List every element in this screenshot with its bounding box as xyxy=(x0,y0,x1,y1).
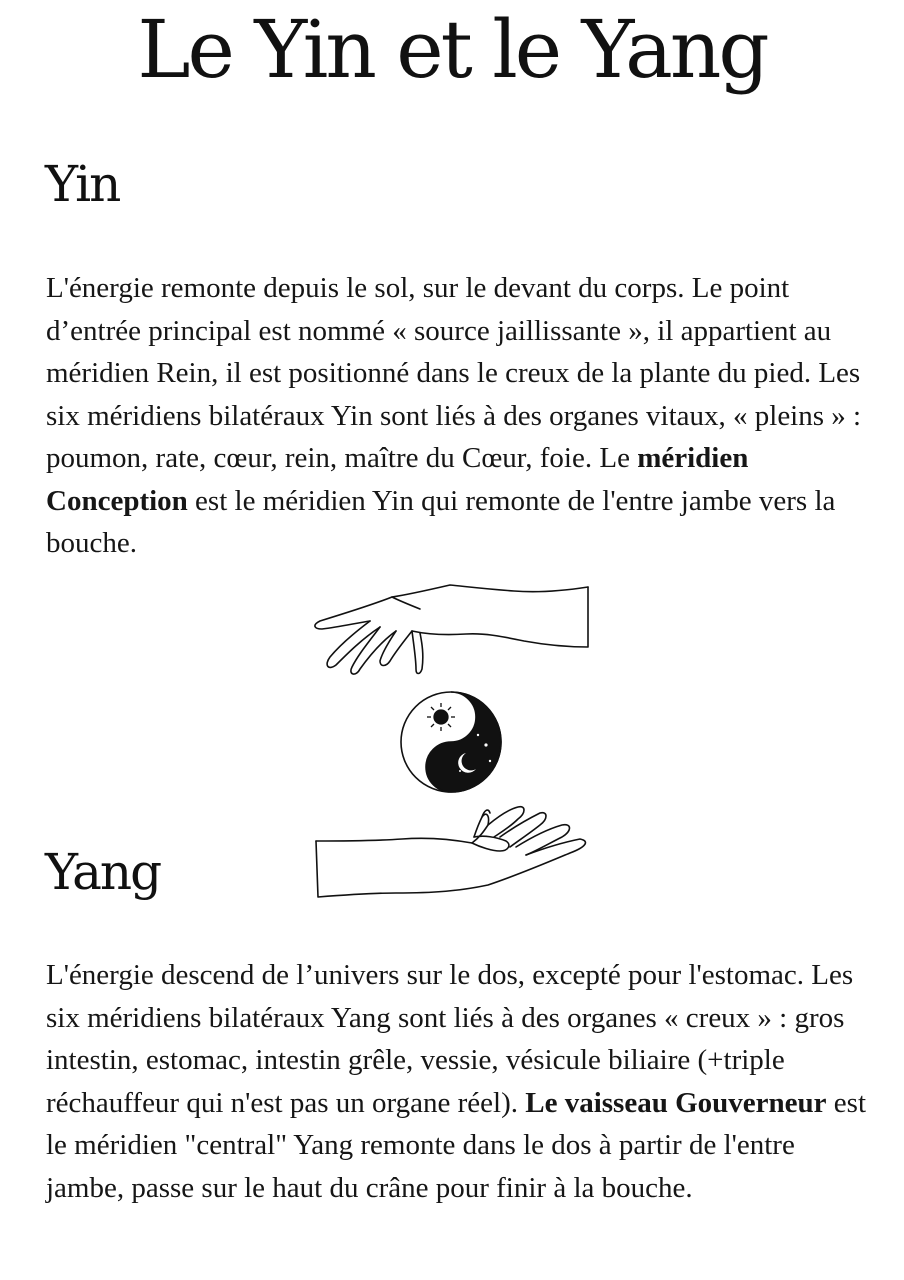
yang-heading: Yang xyxy=(45,843,161,901)
yin-text-start: L'énergie remonte depuis le sol, sur le devant du corps. Le point d’entrée principal est nommé « source jaillissante », il appartient au méridien Rein, il est positionné dans le creux de la plante du pied. Les six méridiens bilatéraux Yin sont liés à des organes vitaux, « pleins » : poumon, rate, cœur, rein, maître du Cœur, foie. Le xyxy=(46,272,862,474)
yang-text-end: est le méridien "central" Yang remonte dans le dos à partir de l'entre jambe, passe sur le haut du crâne pour finir à la bouche. xyxy=(46,1086,866,1204)
yin-text-end: est le méridien Yin qui remonte de l'entre jambe vers la bouche. xyxy=(46,484,836,559)
yin-heading: Yin xyxy=(45,155,120,213)
hand-bottom-icon xyxy=(316,807,585,897)
yin-yang-illustration xyxy=(300,575,600,905)
yang-paragraph xyxy=(46,954,876,1209)
hand-top-icon xyxy=(315,585,588,674)
page-title: Le Yin et le Yang xyxy=(137,3,767,96)
yang-bold-term: Le vaisseau Gouverneur xyxy=(525,1086,827,1119)
yin-paragraph xyxy=(46,267,876,565)
yang-text-start: L'énergie descend de l’univers sur le dos, excepté pour l'estomac. Les six méridiens bilatéraux Yang sont liés à des organes « creux » : gros intestin, estomac, intestin grêle, vessie, vésicule biliaire (+triple réchauffeur qui n'est pas un organe réel). xyxy=(46,959,854,1119)
yin-yang-icon xyxy=(401,692,501,792)
yin-bold-term: méridien Conception xyxy=(46,442,749,517)
